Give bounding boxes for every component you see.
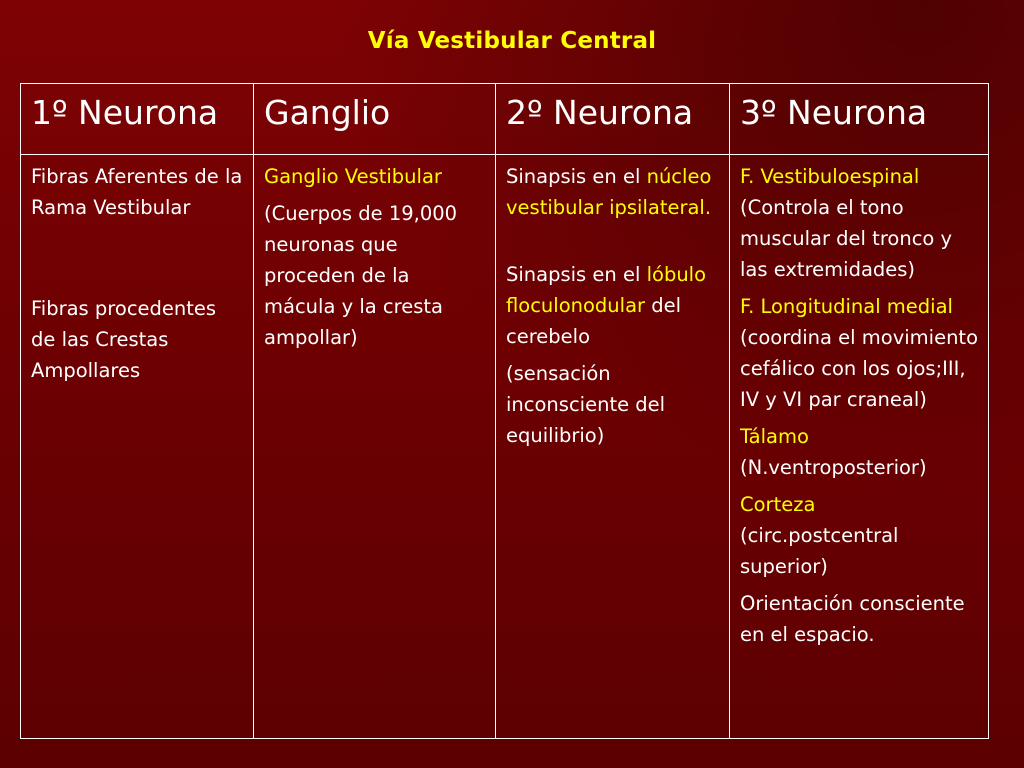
synapse-nucleus-lead: Sinapsis en el xyxy=(506,165,641,188)
unconscious-balance-text: (sensación inconsciente del equilibrio) xyxy=(506,362,666,447)
vestibulospinal-paragraph xyxy=(740,161,978,285)
thalamus-term: Tálamo xyxy=(740,425,809,448)
flocculonodular-lobe-term: lóbulo floculonodular xyxy=(506,263,707,317)
mlf-term: F. Longitudinal medial xyxy=(740,295,953,318)
cortex-term: Corteza xyxy=(740,493,816,516)
cerebellum-text: del cerebelo xyxy=(506,294,682,348)
synapse-lobule-lead: Sinapsis en el xyxy=(506,263,641,286)
mlf-desc: (coordina el movimiento cefálico con los ojos;III, IV y VI par craneal) xyxy=(740,326,979,411)
thalamus-desc: (N.ventroposterior) xyxy=(740,456,927,479)
vestibulospinal-term: F. Vestibuloespinal xyxy=(740,165,920,188)
synapse-nucleus-paragraph xyxy=(506,161,719,223)
spatial-orientation-text: Orientación consciente en el espacio. xyxy=(740,592,965,646)
neuron-table xyxy=(20,83,989,739)
vestibular-ganglion-text: Ganglio Vestibular xyxy=(264,165,442,188)
vestibular-nucleus-term: núcleo vestibular ipsilateral. xyxy=(506,165,712,219)
cortex-desc: (circ.postcentral superior) xyxy=(740,524,899,578)
header-first-neuron: 1º Neurona xyxy=(21,84,254,155)
header-row xyxy=(21,84,989,155)
crest-fibers-text: Fibras procedentes de las Crestas Ampollares xyxy=(31,297,217,382)
cell-third-neuron xyxy=(730,155,989,739)
header-third-neuron: 3º Neurona xyxy=(730,84,989,155)
afferent-fibers-text: Fibras Aferentes de la Rama Vestibular xyxy=(31,165,243,219)
cell-ganglion xyxy=(254,155,496,739)
cortex-paragraph xyxy=(740,489,978,582)
cell-second-neuron xyxy=(496,155,730,739)
synapse-lobule-paragraph xyxy=(506,259,719,352)
mlf-paragraph xyxy=(740,291,978,415)
slide-title: Vía Vestibular Central xyxy=(367,28,657,54)
cell-first-neuron xyxy=(21,155,254,739)
thalamus-paragraph xyxy=(740,421,978,483)
neuron-bodies-text: (Cuerpos de 19,000 neuronas que proceden de la mácula y la cresta ampollar) xyxy=(264,202,458,349)
header-ganglion: Ganglio xyxy=(254,84,496,155)
header-second-neuron: 2º Neurona xyxy=(496,84,730,155)
vestibulospinal-desc: (Controla el tono muscular del tronco y las extremidades) xyxy=(740,196,953,281)
content-row xyxy=(21,155,989,739)
